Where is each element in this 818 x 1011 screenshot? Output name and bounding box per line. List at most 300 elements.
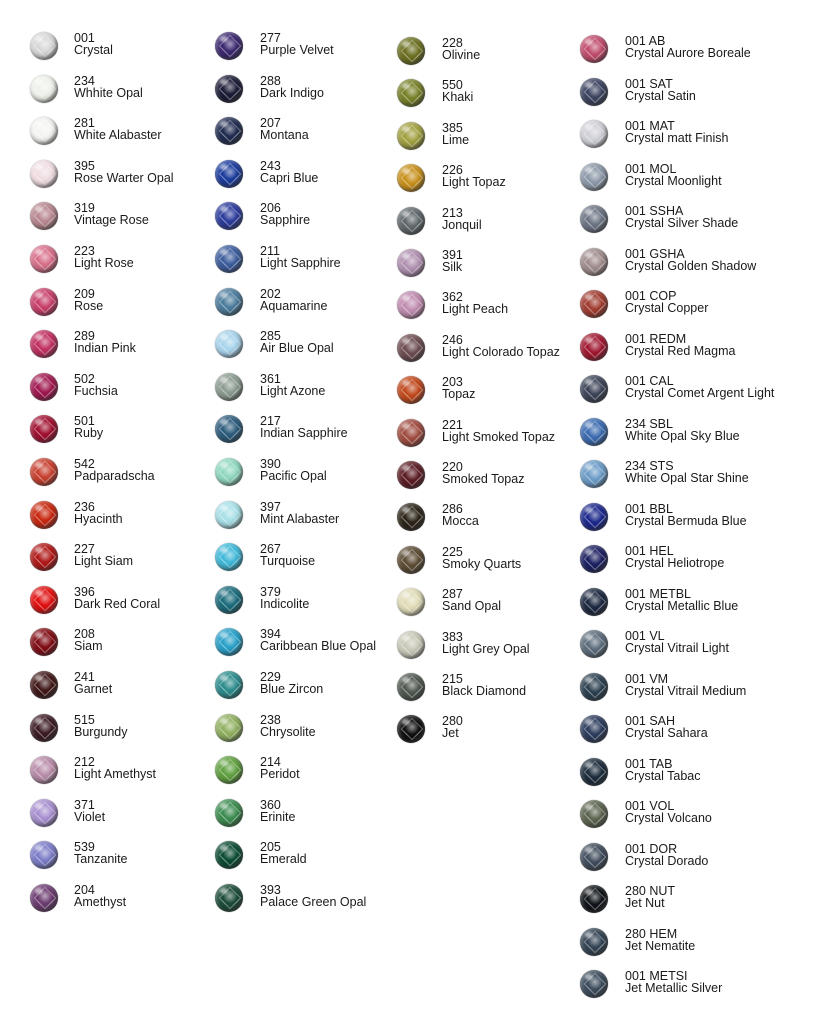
- color-name: Crystal Metallic Blue: [625, 598, 739, 613]
- gem-swatch-icon: [580, 205, 608, 233]
- color-name: Amethyst: [74, 895, 127, 909]
- color-name: Jet Nut: [625, 896, 665, 910]
- color-code: 208: [74, 627, 95, 642]
- gem-swatch-icon: [30, 543, 58, 571]
- color-label: [260, 32, 334, 56]
- color-label: [442, 419, 555, 443]
- gem-swatch-icon: [580, 673, 608, 701]
- color-code: 288: [260, 73, 281, 88]
- gem-swatch-icon: [580, 715, 608, 743]
- color-code: 223: [74, 244, 95, 258]
- color-code: 501: [74, 414, 95, 429]
- color-label: [74, 756, 156, 780]
- color-label: [625, 418, 740, 442]
- color-code: 236: [74, 499, 95, 514]
- gem-swatch-icon: [215, 841, 243, 869]
- color-name: Crystal Dorado: [625, 853, 709, 868]
- color-label: [625, 120, 729, 144]
- color-code: 362: [442, 290, 463, 305]
- gem-swatch-icon: [580, 120, 608, 148]
- color-code: 280: [442, 714, 463, 729]
- color-name: Light Peach: [442, 302, 509, 317]
- color-label: [260, 75, 324, 99]
- color-label: [442, 164, 506, 188]
- color-name: Garnet: [74, 682, 113, 696]
- gem-swatch-icon: [215, 884, 243, 912]
- gem-swatch-icon: [580, 928, 608, 956]
- color-name: Indicolite: [260, 596, 310, 611]
- color-name: Crystal Vitrail Medium: [625, 683, 747, 698]
- gem-swatch-icon: [215, 32, 243, 60]
- gem-swatch-icon: [397, 164, 425, 192]
- color-code: 001 SAT: [625, 76, 673, 91]
- color-code: 360: [260, 797, 281, 812]
- color-name: Ruby: [74, 426, 104, 441]
- color-code: 209: [74, 286, 95, 301]
- color-label: [442, 122, 469, 146]
- color-code: 001 VOL: [625, 799, 675, 813]
- color-code: 361: [260, 371, 281, 386]
- color-label: [442, 376, 475, 400]
- color-name: Hyacinth: [74, 511, 123, 526]
- gem-swatch-icon: [215, 756, 243, 784]
- gem-swatch-icon: [215, 501, 243, 529]
- color-label: [74, 160, 174, 184]
- gem-swatch-icon: [30, 841, 58, 869]
- color-code: 001 VM: [625, 671, 669, 686]
- color-code: 286: [442, 502, 463, 517]
- color-code: 371: [74, 797, 95, 812]
- color-label: [74, 841, 128, 865]
- color-code: 225: [442, 544, 463, 559]
- gem-swatch-icon: [580, 843, 608, 871]
- gem-swatch-icon: [580, 970, 608, 998]
- color-label: [442, 461, 524, 485]
- color-name: Blue Zircon: [260, 682, 324, 696]
- color-label: [260, 458, 327, 482]
- color-label: [260, 160, 318, 184]
- color-label: [442, 334, 560, 358]
- color-code: 281: [74, 116, 95, 131]
- color-name: Mint Alabaster: [260, 511, 340, 526]
- color-label: [625, 715, 708, 739]
- color-name: Crystal Volcano: [625, 811, 712, 825]
- color-code: 542: [74, 457, 95, 471]
- color-name: Jet Metallic Silver: [625, 981, 723, 995]
- color-label: [74, 628, 102, 652]
- color-label: [442, 37, 480, 61]
- gem-swatch-icon: [580, 503, 608, 531]
- gem-swatch-icon: [397, 122, 425, 150]
- color-code: 234: [74, 73, 95, 88]
- color-label: [442, 291, 508, 315]
- gem-swatch-icon: [30, 756, 58, 784]
- color-code: 396: [74, 584, 95, 599]
- color-code: 390: [260, 457, 281, 471]
- color-code: 267: [260, 542, 281, 557]
- color-name: Caribbean Blue Opal: [260, 639, 377, 654]
- color-label: [442, 79, 473, 103]
- color-code: 234 STS: [625, 459, 674, 473]
- gem-swatch-icon: [30, 415, 58, 443]
- color-code: 217: [260, 414, 281, 429]
- color-label: [442, 715, 463, 739]
- gem-swatch-icon: [397, 419, 425, 447]
- gem-swatch-icon: [30, 714, 58, 742]
- color-label: [74, 586, 160, 610]
- color-name: Topaz: [442, 387, 476, 402]
- gem-swatch-icon: [580, 588, 608, 616]
- color-code: 001 COP: [625, 289, 677, 303]
- color-code: 001 CAL: [625, 374, 674, 388]
- color-name: Crystal Bermuda Blue: [625, 513, 747, 528]
- gem-swatch-icon: [397, 291, 425, 319]
- color-code: 241: [74, 670, 95, 684]
- color-code: 001 TAB: [625, 756, 673, 771]
- color-label: [625, 588, 738, 612]
- gem-swatch-icon: [30, 32, 58, 60]
- color-code: 221: [442, 417, 463, 432]
- color-code: 215: [442, 672, 463, 686]
- gem-swatch-icon: [580, 163, 608, 191]
- gem-swatch-icon: [397, 37, 425, 65]
- color-name: Capri Blue: [260, 170, 319, 185]
- color-label: [260, 714, 316, 738]
- color-label: [74, 202, 149, 226]
- gem-swatch-icon: [30, 373, 58, 401]
- color-name: Chrysolite: [260, 724, 316, 739]
- color-label: [260, 373, 325, 397]
- gem-swatch-icon: [30, 501, 58, 529]
- color-label: [74, 373, 118, 397]
- color-label: [260, 756, 300, 780]
- gem-swatch-icon: [215, 543, 243, 571]
- color-code: 001 MAT: [625, 119, 675, 133]
- color-name: Crystal Heliotrope: [625, 556, 725, 570]
- color-name: Jet Nematite: [625, 938, 696, 953]
- color-name: Khaki: [442, 90, 474, 105]
- color-code: 391: [442, 248, 463, 262]
- color-code: 277: [260, 31, 281, 45]
- color-code: 227: [74, 542, 95, 557]
- color-label: [442, 249, 463, 273]
- color-label: [260, 330, 334, 354]
- color-code: 001 AB: [625, 34, 666, 48]
- color-name: Crystal Aurore Boreale: [625, 46, 751, 60]
- gem-swatch-icon: [580, 885, 608, 913]
- color-code: 202: [260, 286, 281, 301]
- color-code: 205: [260, 840, 281, 855]
- gem-swatch-icon: [215, 160, 243, 188]
- color-name: Erinite: [260, 809, 296, 824]
- color-label: [625, 928, 695, 952]
- color-label: [625, 375, 774, 399]
- color-name: Pacific Opal: [260, 469, 327, 483]
- color-name: Light Colorado Topaz: [442, 344, 560, 359]
- color-name: Light Siam: [74, 554, 134, 569]
- color-label: [625, 673, 746, 697]
- gem-swatch-icon: [397, 715, 425, 743]
- gem-swatch-icon: [30, 628, 58, 656]
- color-label: [625, 163, 722, 187]
- color-label: [74, 458, 155, 482]
- color-code: 206: [260, 201, 281, 216]
- color-name: Aquamarine: [260, 298, 328, 313]
- color-label: [260, 415, 348, 439]
- gem-swatch-icon: [397, 461, 425, 489]
- gem-swatch-icon: [215, 75, 243, 103]
- gem-swatch-icon: [215, 245, 243, 273]
- color-label: [260, 586, 309, 610]
- gem-swatch-icon: [397, 546, 425, 574]
- color-code: 001 HEL: [625, 544, 674, 558]
- gem-swatch-icon: [397, 631, 425, 659]
- color-name: Crystal matt Finish: [625, 131, 729, 145]
- gem-swatch-icon: [30, 586, 58, 614]
- gem-swatch-icon: [215, 586, 243, 614]
- color-code: 228: [442, 36, 463, 50]
- color-name: Rose Warter Opal: [74, 170, 174, 185]
- color-label: [260, 799, 295, 823]
- color-code: 383: [442, 629, 463, 644]
- gem-swatch-icon: [580, 78, 608, 106]
- color-name: Smoky Quarts: [442, 556, 522, 571]
- color-label: [442, 673, 526, 697]
- gem-swatch-icon: [580, 418, 608, 446]
- color-code: 394: [260, 627, 281, 642]
- color-code: 226: [442, 163, 463, 178]
- color-label: [625, 460, 749, 484]
- gem-swatch-icon: [215, 415, 243, 443]
- color-name: Crystal Comet Argent Light: [625, 386, 775, 400]
- color-label: [74, 543, 133, 567]
- color-code: 280 HEM: [625, 926, 678, 941]
- color-name: Turquoise: [260, 554, 316, 569]
- gem-swatch-icon: [215, 202, 243, 230]
- color-label: [260, 288, 327, 312]
- color-code: 385: [442, 120, 463, 135]
- color-label: [74, 714, 128, 738]
- gem-swatch-icon: [215, 373, 243, 401]
- gem-swatch-icon: [397, 503, 425, 531]
- color-code: 285: [260, 329, 281, 344]
- color-name: Siam: [74, 639, 103, 654]
- color-label: [260, 501, 339, 525]
- color-label: [260, 671, 323, 695]
- color-label: [625, 78, 696, 102]
- color-code: 243: [260, 158, 281, 173]
- gem-swatch-icon: [215, 799, 243, 827]
- color-label: [260, 884, 366, 908]
- color-label: [260, 543, 315, 567]
- color-name: Crystal Vitrail Light: [625, 641, 729, 655]
- gem-swatch-icon: [30, 458, 58, 486]
- color-code: 220: [442, 460, 463, 474]
- color-name: Crystal Sahara: [625, 726, 708, 740]
- color-code: 001 SAH: [625, 714, 676, 728]
- color-label: [625, 545, 724, 569]
- color-label: [74, 32, 113, 56]
- color-name: Indian Pink: [74, 341, 136, 356]
- gem-swatch-icon: [215, 288, 243, 316]
- color-name: Sand Opal: [442, 599, 502, 614]
- color-label: [442, 546, 521, 570]
- color-name: Palace Green Opal: [260, 895, 367, 909]
- color-name: Jonquil: [442, 217, 482, 232]
- color-name: Silk: [442, 260, 463, 274]
- color-name: Mocca: [442, 514, 479, 529]
- gem-swatch-icon: [30, 117, 58, 145]
- color-label: [74, 288, 103, 312]
- gem-swatch-icon: [30, 799, 58, 827]
- color-label: [625, 970, 722, 994]
- color-label: [74, 330, 136, 354]
- color-code: 207: [260, 116, 281, 131]
- gem-swatch-icon: [215, 458, 243, 486]
- color-code: 211: [260, 244, 280, 258]
- color-name: Jet: [442, 726, 459, 741]
- gem-swatch-icon: [580, 630, 608, 658]
- gem-swatch-icon: [30, 245, 58, 273]
- color-label: [260, 202, 310, 226]
- color-name: Burgundy: [74, 724, 128, 739]
- color-code: 280 NUT: [625, 884, 676, 898]
- color-label: [442, 588, 501, 612]
- color-label: [74, 117, 162, 141]
- color-label: [625, 843, 708, 867]
- gem-swatch-icon: [580, 375, 608, 403]
- color-code: 379: [260, 584, 281, 599]
- color-code: 539: [74, 840, 95, 855]
- color-label: [74, 245, 134, 269]
- color-code: 238: [260, 712, 281, 727]
- color-code: 001 SSHA: [625, 204, 684, 218]
- gem-swatch-icon: [397, 376, 425, 404]
- color-label: [625, 630, 729, 654]
- color-label: [625, 503, 747, 527]
- color-code: 001 DOR: [625, 841, 678, 856]
- color-code: 001 METBL: [625, 586, 692, 601]
- color-label: [260, 841, 307, 865]
- color-name: Light Rose: [74, 256, 134, 270]
- color-label: [625, 205, 738, 229]
- color-code: 287: [442, 587, 463, 602]
- color-name: Montana: [260, 128, 309, 143]
- color-code: 397: [260, 499, 281, 514]
- gem-swatch-icon: [30, 884, 58, 912]
- gem-swatch-icon: [580, 545, 608, 573]
- gem-swatch-icon: [580, 758, 608, 786]
- color-code: 212: [74, 755, 95, 770]
- gem-swatch-icon: [215, 330, 243, 358]
- color-name: Fuchsia: [74, 383, 118, 398]
- color-label: [625, 333, 735, 357]
- color-code: 289: [74, 329, 95, 344]
- gem-swatch-icon: [580, 800, 608, 828]
- color-label: [625, 800, 712, 824]
- gem-swatch-icon: [30, 75, 58, 103]
- color-name: Vintage Rose: [74, 213, 149, 228]
- color-name: Light Azone: [260, 383, 326, 398]
- color-name: Sapphire: [260, 213, 311, 228]
- color-name: Indian Sapphire: [260, 426, 348, 441]
- color-code: 204: [74, 883, 95, 897]
- color-code: 001 REDM: [625, 331, 687, 346]
- color-name: Air Blue Opal: [260, 341, 334, 356]
- color-code: 213: [442, 205, 463, 220]
- color-code: 203: [442, 375, 463, 390]
- color-name: Padparadscha: [74, 469, 155, 483]
- color-name: Dark Indigo: [260, 85, 324, 100]
- color-name: Smoked Topaz: [442, 472, 525, 486]
- color-code: 550: [442, 78, 463, 93]
- color-name: Light Amethyst: [74, 767, 156, 782]
- color-label: [74, 884, 126, 908]
- color-label: [625, 248, 756, 272]
- color-label: [625, 35, 751, 59]
- color-name: Emerald: [260, 852, 307, 867]
- color-name: Crystal Red Magma: [625, 343, 736, 358]
- gem-swatch-icon: [580, 333, 608, 361]
- color-code: 001: [74, 31, 95, 45]
- color-name: Light Grey Opal: [442, 641, 530, 656]
- color-code: 502: [74, 371, 95, 386]
- gem-swatch-icon: [30, 202, 58, 230]
- color-code: 001 VL: [625, 629, 665, 643]
- color-code: 393: [260, 883, 281, 897]
- color-name: Dark Red Coral: [74, 596, 161, 611]
- color-code: 515: [74, 712, 95, 727]
- color-label: [625, 758, 701, 782]
- color-code: 214: [260, 755, 281, 770]
- color-code: 234 SBL: [625, 416, 673, 431]
- gem-swatch-icon: [580, 290, 608, 318]
- color-code: 001 MOL: [625, 161, 677, 176]
- gem-swatch-icon: [397, 334, 425, 362]
- gem-swatch-icon: [397, 673, 425, 701]
- color-name: Crystal Satin: [625, 88, 696, 103]
- color-label: [625, 290, 708, 314]
- gem-swatch-icon: [215, 714, 243, 742]
- color-code: 229: [260, 670, 281, 684]
- color-label: [74, 799, 105, 823]
- color-label: [74, 75, 143, 99]
- color-name: Crystal: [74, 43, 113, 57]
- gem-swatch-icon: [580, 35, 608, 63]
- color-name: Tanzanite: [74, 852, 128, 867]
- color-label: [442, 207, 482, 231]
- gem-swatch-icon: [580, 248, 608, 276]
- color-label: [260, 117, 309, 141]
- gem-swatch-icon: [30, 288, 58, 316]
- color-label: [74, 671, 112, 695]
- color-label: [625, 885, 675, 909]
- gem-swatch-icon: [215, 671, 243, 699]
- color-name: Black Diamond: [442, 684, 527, 698]
- gem-swatch-icon: [397, 249, 425, 277]
- gem-swatch-icon: [215, 117, 243, 145]
- color-label: [74, 501, 123, 525]
- color-name: Crystal Copper: [625, 301, 709, 315]
- gem-swatch-icon: [580, 460, 608, 488]
- color-code: 319: [74, 201, 95, 216]
- gem-swatch-icon: [30, 330, 58, 358]
- color-name: White Alabaster: [74, 128, 162, 143]
- color-code: 001 GSHA: [625, 246, 685, 261]
- color-name: White Opal Sky Blue: [625, 428, 740, 443]
- color-name: White Opal Star Shine: [625, 471, 749, 485]
- color-name: Light Sapphire: [260, 256, 341, 270]
